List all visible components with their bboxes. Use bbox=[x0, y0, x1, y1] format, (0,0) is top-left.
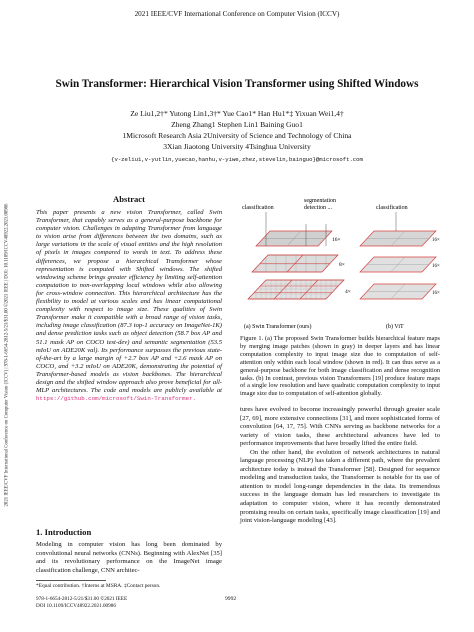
figure-1 bbox=[236, 194, 442, 334]
code-link[interactable]: https://github.com/microsoft/Swin-Transformer. bbox=[36, 395, 197, 403]
paper-title: Swin Transformer: Hierarchical Vision Transformer using Shifted Windows bbox=[55, 78, 419, 90]
introduction-text: Modeling in computer vision has long been dominated by convolutional neural networks (CNNs). Beginning with AlexNet [35] and its revolutionary performance on the ImageNet image classification challenge, CNN architec- bbox=[36, 541, 222, 574]
vit-layer-top bbox=[360, 231, 436, 246]
label-segmentation: segmentation bbox=[304, 198, 336, 204]
right-paragraph-1: tures have evolved to become increasingly powerful through greater scale [27, 69], more extensive connections [31], and more sophisticated forms of convolution [64, 17, 75]. With CNNs serving as backbone networks for a variety of vision tasks, these architectural advances have led to performance improvements that have broadly lifted the entire field. bbox=[240, 406, 440, 448]
mult-16-left: 16× bbox=[332, 237, 341, 243]
abstract-text: This paper presents a new vision Transformer, called Swin Transformer, that capably serves as a general-purpose backbone for computer vision. Challenges in adapting Transformer from language to vision arise from differences between the two domains, such as large variations in the scale of visual entities and the high resolution of pixels in images compared to words in text. To address these differences, we propose a hierarchical Transformer whose representation is computed with Shifted windows. The shifted windowing scheme brings greater efficiency by limiting self-attention computation to non-overlapping local windows while also allowing for cross-window connection. This hierarchical architecture has the flexibility to model at various scales and has linear computational complexity with respect to image size. These qualities of Swin Transformer make it compatible with a broad range of vision tasks, including image classification (87.3 top-1 accuracy on ImageNet-1K) and dense prediction tasks such as object detection (58.7 box AP and 51.1 mask AP on COCO test-dev) and semantic segmentation (53.5 mIoU on ADE20K val). Its performance surpasses the previous state-of-the-art by a large margin of +2.7 box AP and +2.6 mask AP on COCO, and +3.2 mIoU on ADE20K, demonstrating the potential of Transformer-based models as vision backbones. The hierarchical design and the shifted window approach also prove beneficial for all-MLP architectures. The code and models are publicly available at bbox=[36, 209, 222, 395]
figure-caption: Figure 1. (a) The proposed Swin Transformer builds hierarchical feature maps by merging image patches (shown in gray) in deeper layers and has linear computation complexity to input image size due to computation of self-attention only within each local window (shown in red). It can thus serve as a general-purpose backbone for both image classification and dense recognition tasks. (b) In contrast, previous vision Transformers [19] produce feature maps of a single low resolution and have quadratic computation complexity to input image size due to computation of self-attention globally. bbox=[240, 335, 440, 398]
affiliations-line-1: 1Microsoft Research Asia 2University of Science and Technology of China bbox=[122, 131, 352, 140]
side-margin-text bbox=[1, 120, 13, 590]
caption-a: (a) Swin Transformer (ours) bbox=[244, 324, 312, 330]
mult-16-right-top: 16× bbox=[432, 238, 440, 243]
swin-layer-8x bbox=[252, 255, 338, 272]
authors-line-2: Zheng Zhang1 Stephen Lin1 Baining Guo1 bbox=[171, 120, 303, 129]
conference-header: 2021 IEEE/CVF International Conference on Computer Vision (ICCV) bbox=[134, 10, 340, 18]
abstract-body bbox=[36, 209, 222, 403]
right-paragraph-2: On the other hand, the evolution of network architectures in natural language processing (NLP) has taken a different path, where the prevalent architecture today is instead the Transformer [58]. Designed for sequence modeling and transduction tasks, the Transformer is notable for its use of attention to model long-range dependencies in the data. Its tremendous success in the language domain has led researchers to investigate its adaptation to computer vision, where it has recently demonstrated promising results on certain tasks, specifically image classification [19] and joint vision-language modeling [43]. bbox=[240, 448, 440, 525]
bottom-meta bbox=[36, 596, 127, 610]
introduction-heading: 1. Introduction bbox=[36, 527, 92, 537]
affiliations-line-2: 3Xian Jiaotong University 4Tsinghua University bbox=[163, 142, 311, 151]
caption-b: (b) ViT bbox=[386, 324, 404, 330]
author-emails: {v-zeliu1,v-yutlin,yuecao,hanhu,v-yiwe,zhez,stevelin,bainguo}@microsoft.com bbox=[111, 156, 363, 163]
isbn-line: 978-1-6654-2812-5/21/$31.00 ©2021 IEEE bbox=[36, 596, 128, 602]
abstract-heading: Abstract bbox=[113, 194, 145, 204]
authors-line-1: Ze Liu1,2†* Yutong Lin1,3†* Yue Cao1* Han Hu1*‡ Yixuan Wei1,4† bbox=[130, 109, 344, 118]
mult-4-left: 4× bbox=[345, 289, 351, 295]
label-classification-right: classification bbox=[376, 205, 408, 211]
label-classification-left: classification bbox=[242, 205, 274, 211]
footnote: *Equal contribution. †Interns at MSRA. ‡Contact person. bbox=[36, 583, 161, 589]
mult-8-left: 8× bbox=[339, 262, 345, 268]
page-number: 9992 bbox=[225, 596, 237, 602]
side-margin-label: 2021 IEEE/CVF International Conference on Computer Vision (ICCV) | 978-1-6654-2812-5/21/$31.00 ©2021 IEEE | DOI: 10.1109/ICCV48922.2021.00986 bbox=[4, 203, 10, 507]
vit-layer-bottom bbox=[360, 284, 436, 299]
mult-16-right-mid: 16× bbox=[432, 264, 440, 269]
swin-layer-16x bbox=[256, 231, 332, 246]
right-column-text bbox=[240, 406, 440, 526]
mult-16-right-bottom: 16× bbox=[432, 291, 440, 296]
vit-layer-middle bbox=[360, 257, 436, 272]
footnote-rule bbox=[36, 580, 106, 581]
doi-line: DOI 10.1109/ICCV48922.2021.00986 bbox=[36, 602, 116, 609]
swin-layer-4x bbox=[248, 280, 344, 299]
label-detection: detection ... bbox=[304, 205, 332, 211]
